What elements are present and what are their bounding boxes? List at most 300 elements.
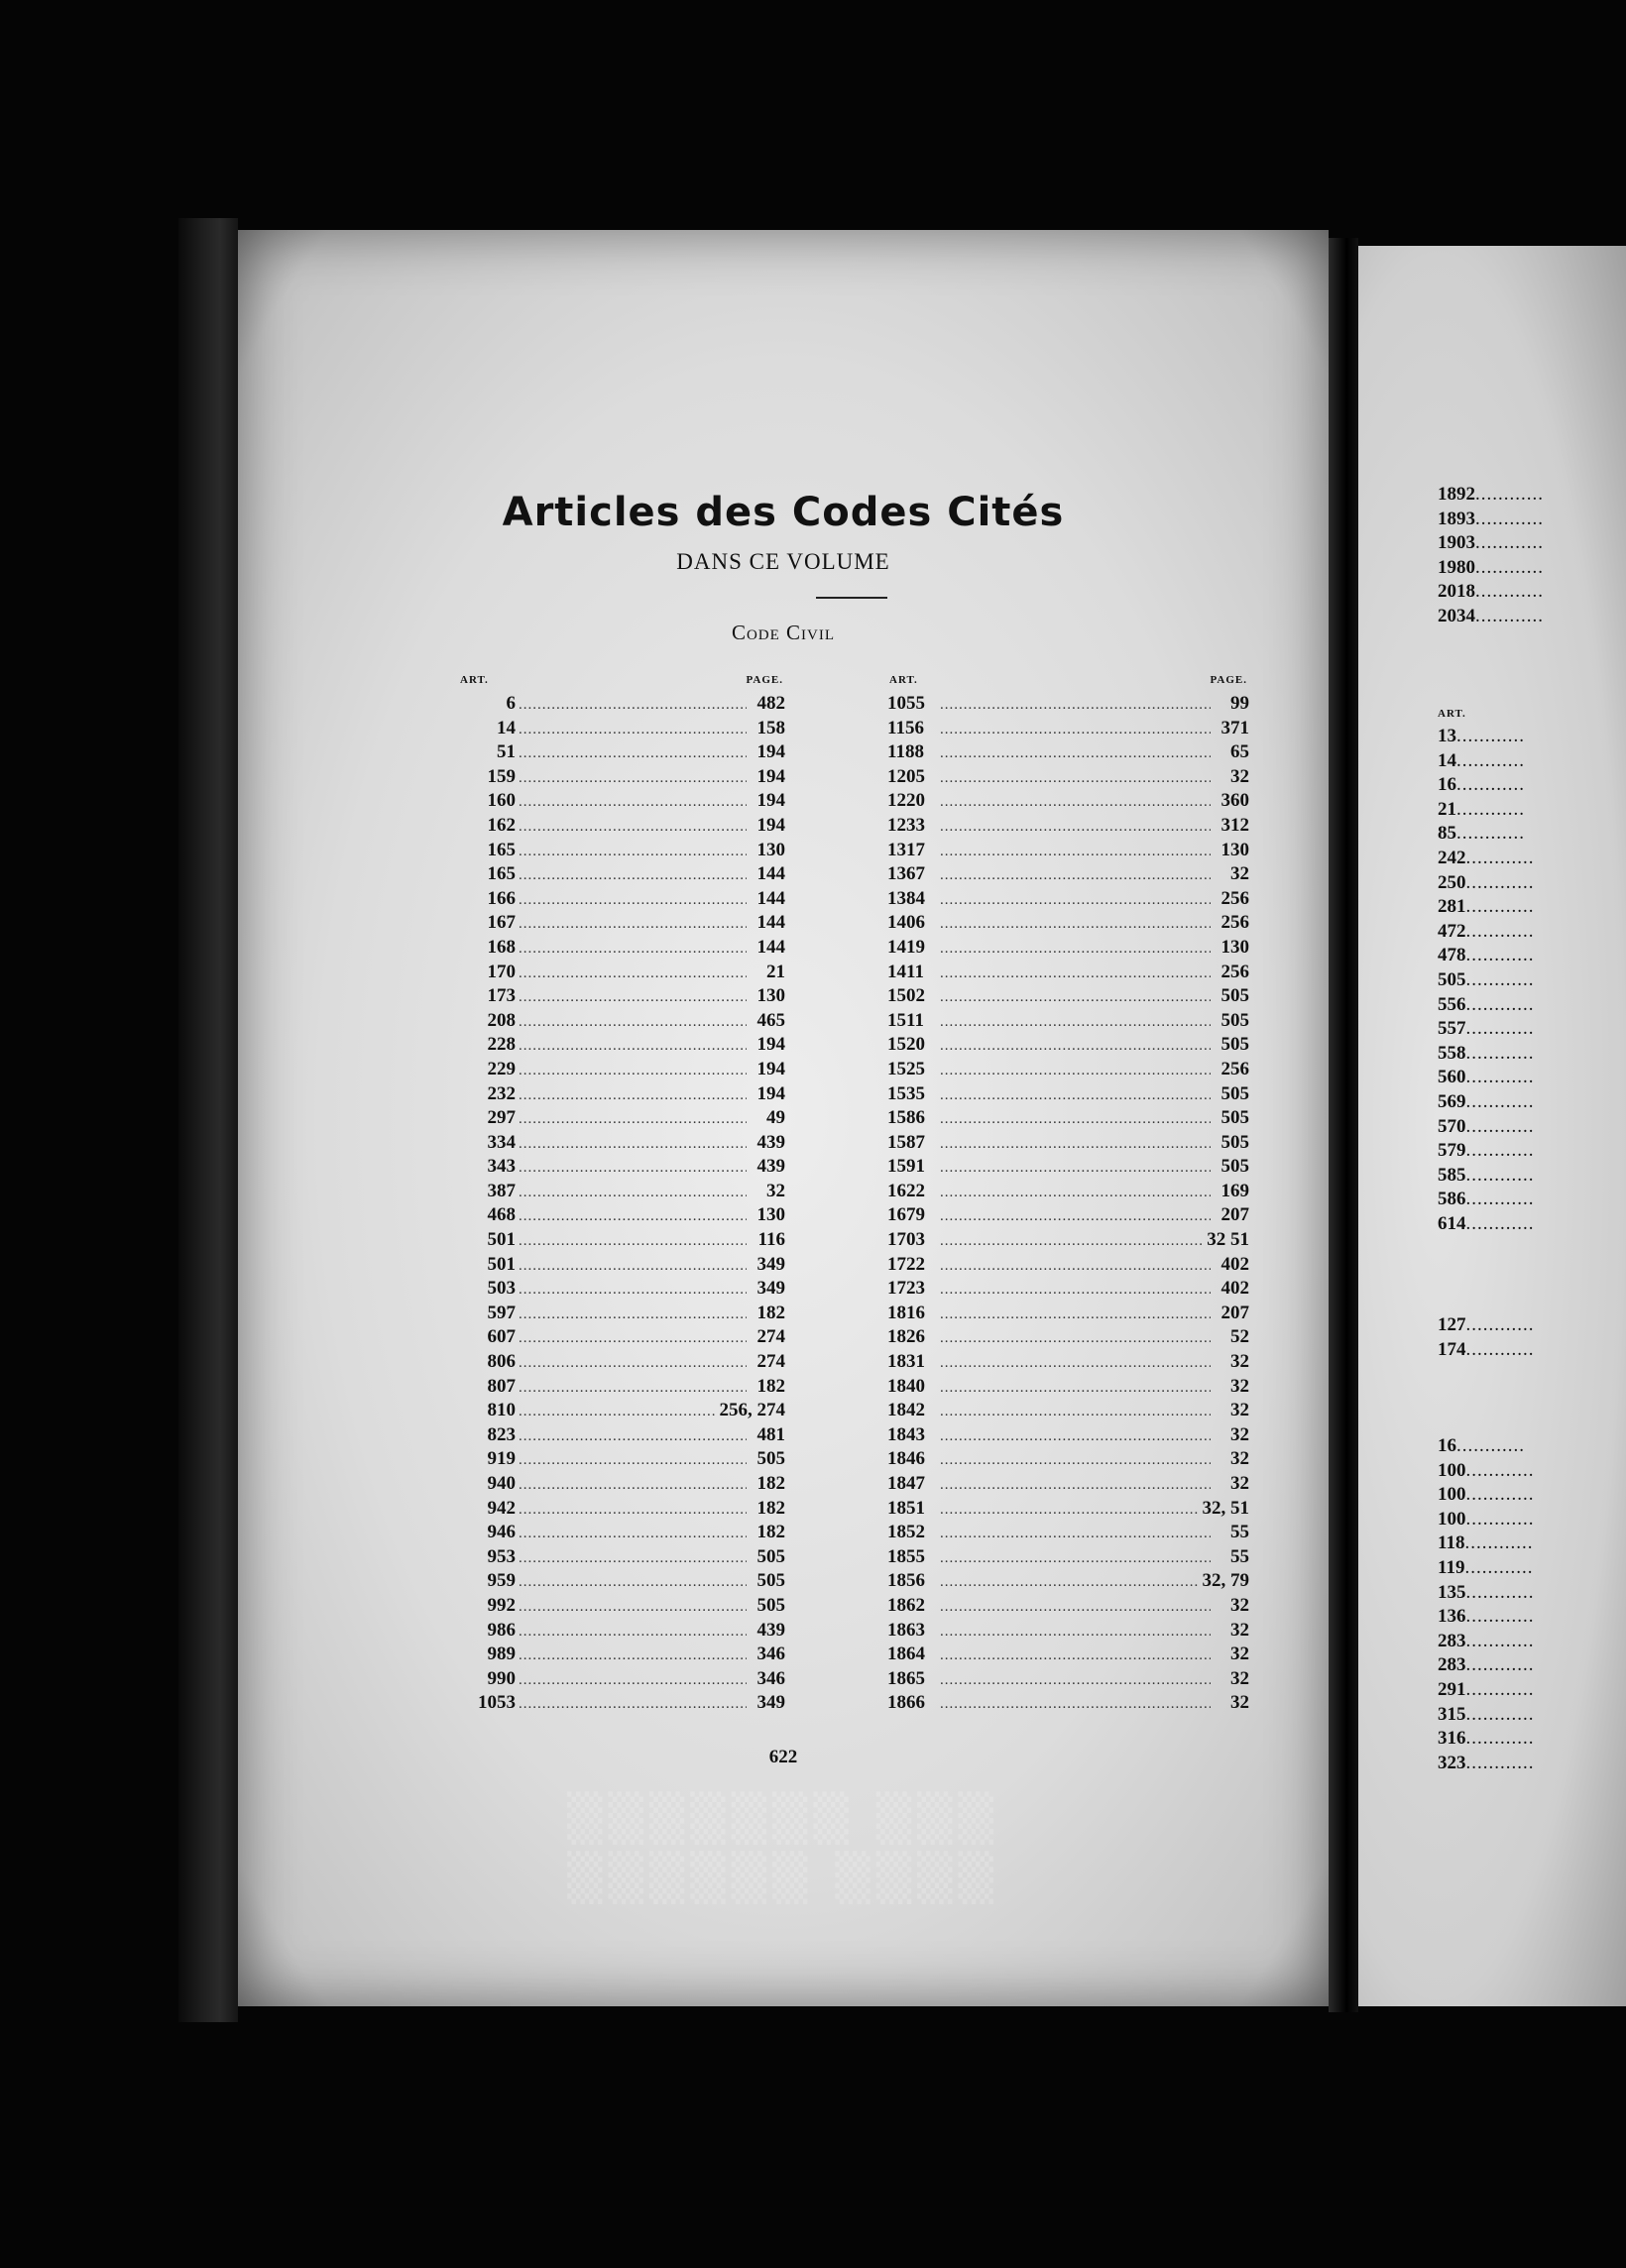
- index-row: [458, 1619, 785, 1644]
- index-row: [887, 984, 1249, 1009]
- page-reference: 505: [1220, 1034, 1249, 1056]
- leader-dots: [940, 1448, 1211, 1473]
- leader-dots: [940, 1181, 1211, 1205]
- leader-dots: [519, 1400, 717, 1424]
- article-number: 990: [487, 1667, 516, 1689]
- page-reference: 505: [1220, 1107, 1249, 1129]
- page-reference: 182: [756, 1375, 785, 1397]
- index-row: [887, 1521, 1249, 1545]
- page-reference: 505: [1220, 1082, 1249, 1104]
- page-reference: 32: [1230, 1692, 1249, 1714]
- index-row: [887, 814, 1249, 839]
- leader-dots: [940, 1522, 1211, 1546]
- article-number: 1591: [887, 1156, 925, 1178]
- index-row: [458, 1277, 785, 1302]
- index-row: [887, 1325, 1249, 1350]
- leader-dots: [940, 888, 1211, 913]
- index-row: [458, 1106, 785, 1131]
- article-number: 1233: [887, 814, 925, 836]
- index-row: [887, 1619, 1249, 1644]
- leader-dots: [519, 718, 747, 742]
- article-number: 1679: [887, 1204, 925, 1226]
- index-row: [458, 1302, 785, 1326]
- facing-page-item: 21............: [1438, 798, 1525, 820]
- facing-page-item: 569............: [1438, 1091, 1535, 1112]
- index-row: [887, 1131, 1249, 1156]
- index-row: [458, 1155, 785, 1180]
- index-row: [458, 1423, 785, 1448]
- page-reference: 32: [1230, 1448, 1249, 1470]
- page-reference: 402: [1220, 1278, 1249, 1300]
- article-number: 1535: [887, 1082, 925, 1104]
- index-row: [887, 1277, 1249, 1302]
- index-row: [458, 1545, 785, 1570]
- facing-page-header: ART.: [1438, 708, 1466, 720]
- leader-dots: [940, 1034, 1211, 1059]
- article-number: 1317: [887, 839, 925, 860]
- leader-dots: [519, 1254, 747, 1279]
- index-row: [458, 1375, 785, 1400]
- page-reference: 130: [756, 1204, 785, 1226]
- leader-dots: [519, 1595, 747, 1620]
- page-reference: 371: [1220, 717, 1249, 738]
- leader-dots: [940, 1254, 1211, 1279]
- article-number: 1406: [887, 912, 925, 934]
- index-row: [887, 1033, 1249, 1058]
- index-row: [887, 862, 1249, 887]
- article-number: 1851: [887, 1497, 925, 1519]
- facing-page-item: 1893............: [1438, 508, 1544, 529]
- page-reference: 99: [1230, 693, 1249, 714]
- index-row: [458, 936, 785, 961]
- index-row: [887, 1643, 1249, 1667]
- index-row: [887, 1594, 1249, 1619]
- index-row: [458, 1131, 785, 1156]
- facing-page-item: 135............: [1438, 1581, 1535, 1603]
- facing-page-item: 570............: [1438, 1115, 1535, 1137]
- leader-dots: [519, 888, 747, 913]
- page-reference: 49: [766, 1107, 785, 1129]
- leader-dots: [940, 1376, 1211, 1401]
- page-reference: 21: [766, 961, 785, 982]
- index-row: [887, 1228, 1249, 1253]
- index-row: [458, 1521, 785, 1545]
- leader-dots: [519, 1473, 747, 1498]
- page-reference: 32: [1230, 863, 1249, 885]
- leader-dots: [519, 693, 747, 718]
- leader-dots: [519, 1351, 747, 1376]
- leader-dots: [519, 1059, 747, 1083]
- facing-page-item: 579............: [1438, 1140, 1535, 1162]
- leader-dots: [940, 1351, 1211, 1376]
- leader-dots: [940, 815, 1211, 840]
- page-reference: 505: [756, 1545, 785, 1567]
- page-reference: 346: [756, 1644, 785, 1665]
- page-reference: 130: [756, 985, 785, 1007]
- leader-dots: [940, 1570, 1200, 1595]
- facing-page-item: 242............: [1438, 848, 1535, 868]
- article-number: 167: [487, 912, 516, 934]
- leader-dots: [519, 1546, 747, 1571]
- leader-dots: [519, 962, 747, 986]
- leader-dots: [940, 1644, 1211, 1668]
- page-reference: 505: [1220, 985, 1249, 1007]
- page-reference: 32: [1230, 1400, 1249, 1421]
- page-reference: 465: [756, 1009, 785, 1031]
- page-reference: 32: [1230, 1473, 1249, 1494]
- index-row: [458, 1253, 785, 1278]
- leader-dots: [940, 1083, 1211, 1108]
- leader-dots: [519, 1644, 747, 1668]
- facing-page-item: 505............: [1438, 969, 1535, 990]
- leader-dots: [519, 1132, 747, 1157]
- leader-dots: [519, 1424, 747, 1449]
- book-gutter: [1329, 238, 1358, 2012]
- page-reference: 144: [756, 863, 785, 885]
- page-reference: 116: [757, 1229, 785, 1251]
- page-reference: 130: [756, 839, 785, 860]
- index-row: [887, 1082, 1249, 1107]
- index-row: [458, 1350, 785, 1375]
- page-reference: 402: [1220, 1253, 1249, 1275]
- leader-dots: [940, 985, 1211, 1010]
- page-title: Articles des Codes Cités: [502, 490, 1065, 535]
- article-number: 1816: [887, 1302, 925, 1323]
- index-row: [458, 887, 785, 912]
- index-row: [887, 1253, 1249, 1278]
- leader-dots: [940, 1326, 1211, 1351]
- article-number: 387: [487, 1180, 516, 1201]
- index-row: [887, 887, 1249, 912]
- page-reference: 505: [756, 1570, 785, 1592]
- page-subtitle: DANS CE VOLUME: [676, 549, 890, 574]
- page-header: PAGE.: [1210, 674, 1247, 686]
- page-reference: 194: [756, 1082, 785, 1104]
- page-reference: 32, 51: [1202, 1497, 1249, 1519]
- leader-dots: [940, 1424, 1211, 1449]
- leader-dots: [940, 718, 1211, 742]
- index-row: [887, 717, 1249, 741]
- index-row: [458, 1569, 785, 1594]
- facing-page-item: 585............: [1438, 1164, 1535, 1186]
- leader-dots: [519, 985, 747, 1010]
- index-row: [458, 1643, 785, 1667]
- index-row: [887, 1203, 1249, 1228]
- leader-dots: [940, 1059, 1211, 1083]
- page-reference: 505: [1220, 1156, 1249, 1178]
- index-page: [238, 230, 1329, 2006]
- right-column: [887, 674, 1249, 1716]
- article-number: 468: [487, 1204, 516, 1226]
- index-row: [887, 1058, 1249, 1082]
- article-number: 1703: [887, 1229, 925, 1251]
- index-row: [887, 1375, 1249, 1400]
- article-number: 1846: [887, 1448, 925, 1470]
- leader-dots: [940, 912, 1211, 937]
- watermark-stamp: ▒▒▒▒▒▒ ▒▒▒▒: [567, 1851, 999, 1904]
- article-number: 807: [487, 1375, 516, 1397]
- facing-page-item: 119............: [1438, 1557, 1534, 1578]
- index-row: [458, 1058, 785, 1082]
- article-number: 1847: [887, 1473, 925, 1494]
- article-number: 173: [487, 985, 516, 1007]
- leader-dots: [519, 790, 747, 815]
- facing-page-item: 472............: [1438, 920, 1535, 942]
- leader-dots: [519, 1034, 747, 1059]
- section-heading: Code Civil: [731, 621, 836, 644]
- page-reference: 346: [756, 1667, 785, 1689]
- index-row: [458, 740, 785, 765]
- index-row: [458, 911, 785, 936]
- article-number: 1826: [887, 1326, 925, 1348]
- article-number: 1205: [887, 765, 925, 787]
- page-reference: 144: [756, 936, 785, 958]
- index-row: [458, 961, 785, 985]
- facing-page-item: 283............: [1438, 1630, 1535, 1651]
- index-row: [887, 765, 1249, 790]
- article-number: 810: [487, 1400, 516, 1421]
- facing-page-item: 13............: [1438, 726, 1525, 746]
- index-row: [458, 789, 785, 814]
- article-number: 51: [497, 741, 516, 763]
- index-row: [887, 1691, 1249, 1716]
- leader-dots: [940, 840, 1211, 864]
- article-number: 1863: [887, 1619, 925, 1641]
- page-reference: 256: [1220, 961, 1249, 982]
- leader-dots: [519, 1229, 747, 1254]
- index-row: [887, 1155, 1249, 1180]
- page-reference: 32: [1230, 1644, 1249, 1665]
- index-row: [887, 1423, 1249, 1448]
- article-number: 165: [487, 863, 516, 885]
- index-row: [887, 1399, 1249, 1423]
- leader-dots: [519, 1181, 747, 1205]
- index-row: [458, 1447, 785, 1472]
- leader-dots: [940, 1278, 1211, 1303]
- leader-dots: [940, 1498, 1200, 1523]
- page-reference: 130: [1220, 839, 1249, 860]
- page-reference: 55: [1230, 1545, 1249, 1567]
- index-row: [887, 1472, 1249, 1497]
- article-number: 14: [497, 717, 516, 738]
- article-number: 1525: [887, 1058, 925, 1079]
- watermark-stamp: ▒▒▒▒▒▒▒ ▒▒▒: [567, 1791, 999, 1845]
- leader-dots: [940, 693, 1211, 718]
- facing-page-item: 283............: [1438, 1654, 1535, 1676]
- page-reference: 505: [756, 1594, 785, 1616]
- leader-dots: [940, 741, 1211, 766]
- article-number: 992: [487, 1594, 516, 1616]
- facing-page-item: 323............: [1438, 1752, 1535, 1773]
- article-number: 1502: [887, 985, 925, 1007]
- article-number: 1865: [887, 1667, 925, 1689]
- page-reference: 169: [1220, 1180, 1249, 1201]
- leader-dots: [519, 1326, 747, 1351]
- page-reference: 144: [756, 887, 785, 909]
- page-reference: 32: [1230, 1351, 1249, 1373]
- leader-dots: [940, 1400, 1211, 1424]
- facing-page-item: 291............: [1438, 1679, 1535, 1700]
- article-number: 919: [487, 1448, 516, 1470]
- facing-page-item: 14............: [1438, 749, 1525, 771]
- leader-dots: [940, 1595, 1211, 1620]
- art-header: ART.: [889, 674, 918, 686]
- article-number: 160: [487, 790, 516, 812]
- page-reference: 439: [756, 1156, 785, 1178]
- article-number: 1843: [887, 1423, 925, 1445]
- article-number: 1188: [887, 741, 924, 763]
- index-row: [887, 740, 1249, 765]
- article-number: 1842: [887, 1400, 925, 1421]
- leader-dots: [519, 1376, 747, 1401]
- index-row: [458, 692, 785, 717]
- page-reference: 182: [756, 1497, 785, 1519]
- article-number: 1862: [887, 1594, 925, 1616]
- page-reference: 182: [756, 1522, 785, 1543]
- article-number: 334: [487, 1131, 516, 1153]
- facing-page-item: 136............: [1438, 1606, 1535, 1628]
- page-reference: 130: [1220, 936, 1249, 958]
- leader-dots: [519, 1204, 747, 1229]
- page-reference: 274: [756, 1326, 785, 1348]
- page-reference: 194: [756, 814, 785, 836]
- page-reference: 158: [756, 717, 785, 738]
- article-number: 597: [487, 1302, 516, 1323]
- leader-dots: [940, 1692, 1211, 1717]
- index-row: [458, 1228, 785, 1253]
- article-number: 208: [487, 1009, 516, 1031]
- leader-dots: [940, 863, 1211, 888]
- article-number: 297: [487, 1107, 516, 1129]
- page-reference: 32: [766, 1180, 785, 1201]
- article-number: 1156: [887, 717, 924, 738]
- leader-dots: [519, 1570, 747, 1595]
- facing-page-item: 586............: [1438, 1189, 1535, 1210]
- facing-page-item: 127............: [1438, 1314, 1535, 1335]
- leader-dots: [519, 1010, 747, 1035]
- page-reference: 360: [1220, 790, 1249, 812]
- index-row: [458, 1594, 785, 1619]
- article-number: 1722: [887, 1253, 925, 1275]
- facing-page-item: 560............: [1438, 1067, 1535, 1088]
- leader-dots: [519, 1083, 747, 1108]
- index-row: [458, 862, 785, 887]
- page-reference: 194: [756, 741, 785, 763]
- index-row: [887, 1180, 1249, 1204]
- page-reference: 481: [756, 1423, 785, 1445]
- index-row: [887, 1545, 1249, 1570]
- index-row: [458, 814, 785, 839]
- article-number: 1511: [887, 1009, 924, 1031]
- leader-dots: [519, 1156, 747, 1181]
- page-reference: 32: [1230, 1423, 1249, 1445]
- page-reference: 505: [1220, 1009, 1249, 1031]
- leader-dots: [940, 937, 1211, 962]
- article-number: 1622: [887, 1180, 925, 1201]
- page-reference: 256: [1220, 912, 1249, 934]
- left-rows: [458, 692, 785, 1716]
- leader-dots: [519, 1303, 747, 1327]
- page-reference: 194: [756, 790, 785, 812]
- index-row: [887, 1667, 1249, 1692]
- article-number: 1367: [887, 863, 925, 885]
- article-number: 162: [487, 814, 516, 836]
- index-row: [887, 911, 1249, 936]
- page-reference: 194: [756, 765, 785, 787]
- page-reference: 256: [1220, 887, 1249, 909]
- facing-page-item: 1903............: [1438, 532, 1544, 554]
- article-number: 168: [487, 936, 516, 958]
- article-number: 232: [487, 1082, 516, 1104]
- facing-page-item: 1980............: [1438, 556, 1544, 578]
- facing-page-item: 2018............: [1438, 581, 1544, 603]
- index-row: [458, 1497, 785, 1522]
- leader-dots: [940, 1668, 1211, 1693]
- article-number: 228: [487, 1034, 516, 1056]
- article-number: 1831: [887, 1351, 925, 1373]
- leader-dots: [519, 1448, 747, 1473]
- index-row: [458, 717, 785, 741]
- article-number: 823: [487, 1423, 516, 1445]
- page-reference: 312: [1220, 814, 1249, 836]
- index-row: [458, 1667, 785, 1692]
- page-reference: 182: [756, 1302, 785, 1323]
- article-number: 989: [487, 1644, 516, 1665]
- page-reference: 32, 79: [1202, 1570, 1249, 1592]
- facing-page-item: 174............: [1438, 1338, 1535, 1360]
- index-row: [458, 984, 785, 1009]
- article-number: 166: [487, 887, 516, 909]
- leader-dots: [519, 840, 747, 864]
- leader-dots: [940, 790, 1211, 815]
- page-number: 622: [768, 1747, 798, 1767]
- leader-dots: [940, 766, 1211, 791]
- page-reference: 32: [1230, 1375, 1249, 1397]
- article-number: 1384: [887, 887, 925, 909]
- index-row: [887, 789, 1249, 814]
- leader-dots: [519, 863, 747, 888]
- index-row: [458, 1082, 785, 1107]
- leader-dots: [940, 1107, 1211, 1132]
- article-number: 503: [487, 1278, 516, 1300]
- page-reference: 144: [756, 912, 785, 934]
- article-number: 1220: [887, 790, 925, 812]
- leader-dots: [519, 1522, 747, 1546]
- page-header: PAGE.: [746, 674, 783, 686]
- art-header: ART.: [460, 674, 489, 686]
- article-number: 1053: [478, 1692, 516, 1714]
- page-reference: 439: [756, 1131, 785, 1153]
- leader-dots: [940, 1010, 1211, 1035]
- leader-dots: [940, 1303, 1211, 1327]
- title-rule: [816, 597, 887, 599]
- facing-page-item: 100............: [1438, 1484, 1535, 1506]
- right-column-header: [887, 674, 1249, 692]
- leader-dots: [940, 1204, 1211, 1229]
- index-row: [458, 1399, 785, 1423]
- facing-page-item: 100............: [1438, 1459, 1535, 1481]
- page-reference: 52: [1230, 1326, 1249, 1348]
- article-number: 1852: [887, 1522, 925, 1543]
- article-number: 501: [487, 1253, 516, 1275]
- page-reference: 349: [756, 1253, 785, 1275]
- leader-dots: [940, 1546, 1211, 1571]
- book-edge: [178, 218, 238, 2022]
- index-row: [458, 839, 785, 863]
- leader-dots: [940, 1473, 1211, 1498]
- article-number: 946: [487, 1522, 516, 1543]
- index-row: [887, 692, 1249, 717]
